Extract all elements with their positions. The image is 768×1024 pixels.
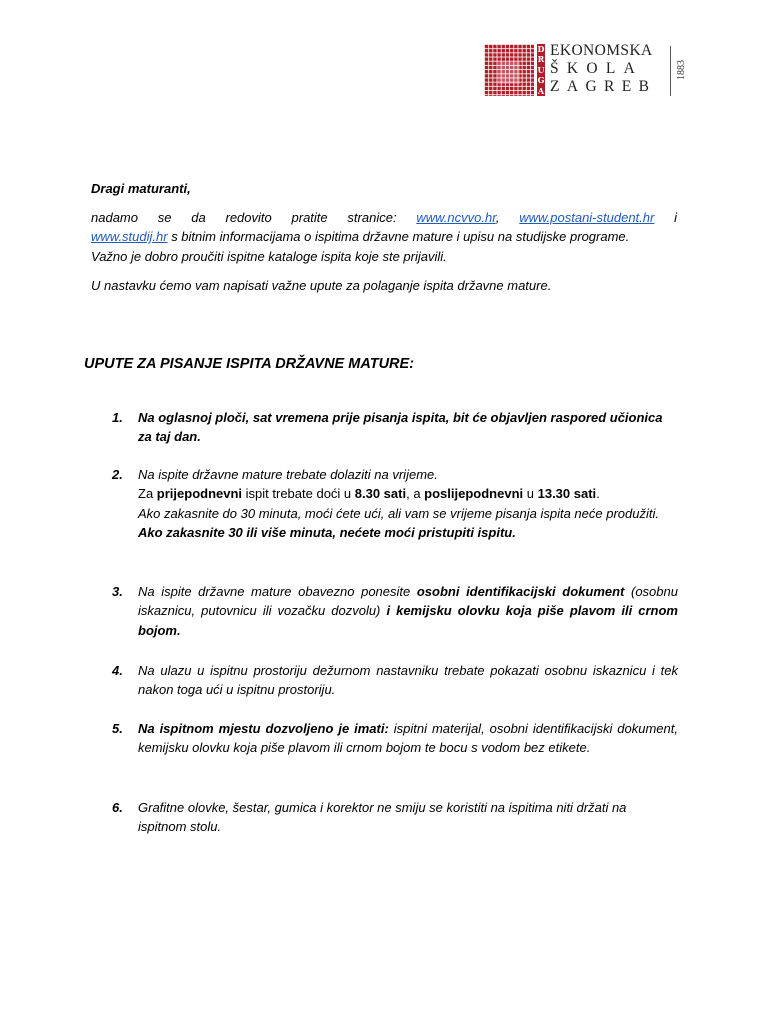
instruction-item-1: 1. Na oglasnoj ploči, sat vremena prije pisanja ispita, bit će objavljen raspored učionica za taj dan. [112,410,663,445]
instruction-item-3: 3. Na ispite državne mature obavezno ponesite osobni identifikacijski dokument (osobnu iskaznicu, putovnicu ili vozačku dozvolu) i kemijsku olovku koja piše plavom ili crnom bojom. [112,584,678,638]
logo-druga-strip: D R U G A [537,44,545,96]
instruction-item-2: 2. Na ispite državne mature trebate dolaziti na vrijeme. Za prijepodnevni ispit trebate doći u 8.30 sati, a poslijepodnevni u 13.30 sati. Ako zakasnite do 30 minuta, moći ćete ući, ali vam se vrijeme pisanja ispita neće produžiti. Ako zakasnite 30 ili više minuta, nećete moći pristupiti ispitu. [112,465,678,542]
intro-paragraph-2: U nastavku ćemo vam napisati važne upute za polaganje ispita državne mature. [91,278,552,293]
link-studij[interactable]: www.studij.hr [91,229,168,245]
item-number: 4. [112,663,123,678]
instruction-item-4: 4. Na ulazu u ispitnu prostoriju dežurnom nastavniku trebate pokazati osobnu iskaznicu i tek nakon toga ući u ispitnu prostoriju. [112,663,678,698]
link-ncvvo[interactable]: www.ncvvo.hr [416,210,496,225]
instruction-item-5: 5. Na ispitnom mjestu dozvoljeno je imati: ispitni materijal, osobni identifikacijski dokument, kemijsku olovku koja piše plavom ili crnom bojom te bocu s vodom bez etikete. [112,721,678,756]
logo-text-line2: ŠKOLA [550,60,644,77]
item-number: 6. [112,800,123,815]
intro-line-2: www.studij.hr s bitnim informacijama o ispitima državne mature i upisu na studijske programe. [91,229,630,245]
exam-times-line: Za prijepodnevni ispit trebate doći u 8.30 sati, a poslijepodnevni u 13.30 sati. [138,486,600,502]
logo-text-line1: EKONOMSKA [550,42,653,59]
intro-line-3: Važno je dobro proučiti ispitne kataloge ispita koje ste prijavili. [91,248,447,264]
logo-text-line3: ZAGREB [550,78,657,95]
item-number: 5. [112,721,123,736]
item-number: 1. [112,410,123,425]
school-logo [484,44,696,100]
intro-paragraph [91,208,677,266]
item-number: 3. [112,584,123,599]
item-number: 2. [112,467,123,482]
link-postani-student[interactable]: www.postani-student.hr [519,210,655,225]
logo-grid-mark [484,44,534,96]
intro-line-1: nadamo se da redovito pratite stranice: www.ncvvo.hr, www.postani-student.hr i [91,210,677,225]
greeting: Dragi maturanti, [91,181,191,196]
logo-year: 1883 [675,60,687,80]
section-heading: UPUTE ZA PISANJE ISPITA DRŽAVNE MATURE: [84,356,415,372]
instruction-item-6: 6. Grafitne olovke, šestar, gumica i korektor ne smiju se koristiti na ispitima niti držati na ispitnom stolu. [112,800,627,835]
